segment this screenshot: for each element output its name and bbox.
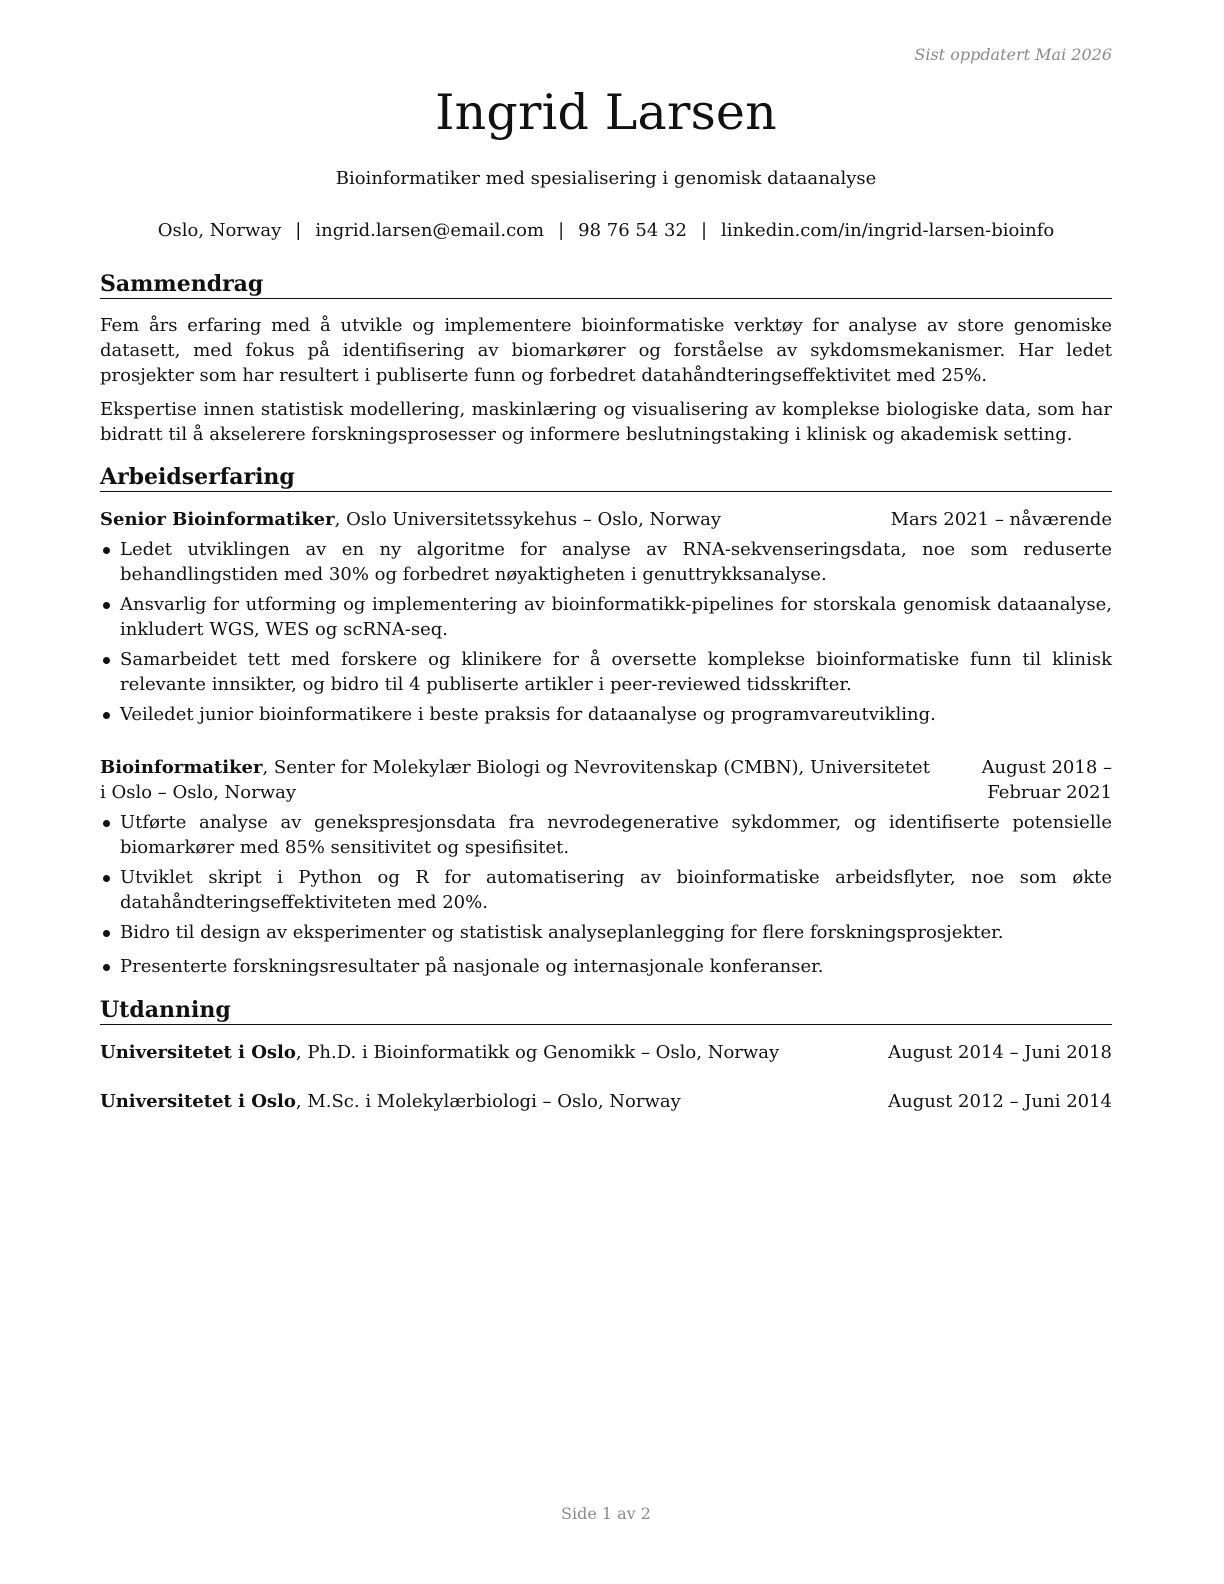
education-entry [100, 1089, 1112, 1114]
contact-phone: 98 76 54 32 [578, 220, 687, 241]
education-dates: August 2014 – Juni 2018 [888, 1042, 1112, 1063]
bullet-item: Ledet utviklingen av en ny algoritme for analyse av RNA-sekvenseringsdata, noe som reduserte behandlingstiden med 30% og forbedret nøyaktigheten i genuttrykksanalyse. [100, 537, 1112, 587]
job-title: Senior Bioinformatiker [100, 509, 335, 530]
contact-separator: | [295, 220, 302, 241]
job-title-line [100, 755, 940, 805]
job-entry [100, 755, 1112, 979]
section-heading: Arbeidserfaring [100, 463, 1112, 492]
job-header [100, 755, 1112, 805]
education-section [100, 996, 1112, 1114]
contact-linkedin[interactable]: linkedin.com/in/ingrid-larsen-bioinfo [721, 220, 1055, 241]
education-line [100, 1089, 681, 1114]
bullet-item: Bidro til design av eksperimenter og statistisk analyseplanlegging for flere forskningsprosjekter. [100, 920, 1112, 945]
job-title-line [100, 507, 721, 532]
education-school: Universitetet i Oslo [100, 1091, 296, 1112]
job-header [100, 507, 1112, 532]
contact-line [100, 220, 1112, 241]
contact-separator: | [700, 220, 708, 241]
education-dates: August 2012 – Juni 2014 [888, 1091, 1112, 1112]
contact-email[interactable]: ingrid.larsen@email.com [315, 220, 545, 241]
job-organization: , Oslo Universitetssykehus – Oslo, Norway [334, 509, 722, 530]
job-bullets [100, 537, 1112, 727]
bullet-item: Utviklet skript i Python og R for automatisering av bioinformatiske arbeidsflyter, noe som økte datahåndteringseffektiviteten med 20%. [100, 865, 1112, 915]
job-organization: , Senter for Molekylær Biologi og Nevrovitenskap (CMBN), Universitetet i Oslo – Oslo, Norway [100, 757, 930, 803]
tagline: Bioinformatiker med spesialisering i genomisk dataanalyse [335, 168, 877, 189]
bullet-item: Veiledet junior bioinformatikere i beste praksis for dataanalyse og programvareutvikling. [100, 702, 1112, 727]
summary-paragraph: Fem års erfaring med å utvikle og implementere bioinformatiske verktøy for analyse av store genomiske datasett, med fokus på identifisering av biomarkører og forståelse av sykdomsmekanismer. Har ledet prosjekter som har resultert i publiserte funn og forbedret datahåndteringseffektivitet med 25%. [100, 315, 1112, 386]
education-school: Universitetet i Oslo [100, 1042, 296, 1063]
bullet-item: Samarbeidet tett med forskere og klinikere for å oversette komplekse bioinformatiske funn til klinisk relevante innsikter, og bidro til 4 publiserte artikler i peer-reviewed tidsskrifter. [100, 647, 1112, 697]
summary-section [100, 270, 1112, 447]
experience-section [100, 463, 1112, 979]
job-title: Bioinformatiker [100, 757, 263, 778]
section-heading: Utdanning [100, 996, 1112, 1025]
education-line [100, 1040, 779, 1065]
contact-location: Oslo, Norway [157, 220, 282, 241]
bullet-item: Presenterte forskningsresultater på nasjonale og internasjonale konferanser. [100, 954, 1112, 979]
education-entry [100, 1040, 1112, 1065]
job-dates: August 2018 – Februar 2021 [981, 757, 1112, 803]
resume-page [100, 0, 1112, 1584]
bullet-item: Ansvarlig for utforming og implementering av bioinformatikk-pipelines for storskala genomisk dataanalyse, inkludert WGS, WES og scRNA-seq. [100, 592, 1112, 642]
bullet-item: Utførte analyse av genekspresjonsdata fra nevrodegenerative sykdommer, og identifiserte potensielle biomarkører med 85% sensitivitet og spesifisitet. [100, 810, 1112, 860]
job-bullets [100, 810, 1112, 979]
summary-paragraph: Ekspertise innen statistisk modellering, maskinlæring og visualisering av komplekse biologiske data, som har bidratt til å akselerere forskningsprosesser og informere beslutningstaking i klinisk og akademisk setting. [100, 399, 1112, 445]
contact-separator: | [558, 220, 565, 241]
job-dates: Mars 2021 – nåværende [890, 509, 1112, 530]
education-degree: , Ph.D. i Bioinformatikk og Genomikk – Oslo, Norway [295, 1042, 780, 1063]
section-heading: Sammendrag [100, 270, 1112, 299]
job-entry [100, 507, 1112, 727]
page-number: Side 1 av 2 [561, 1504, 651, 1523]
last-updated: Sist oppdatert Mai 2026 [914, 45, 1112, 64]
education-degree: , M.Sc. i Molekylærbiologi – Oslo, Norway [295, 1091, 681, 1112]
person-name: Ingrid Larsen [435, 84, 777, 141]
